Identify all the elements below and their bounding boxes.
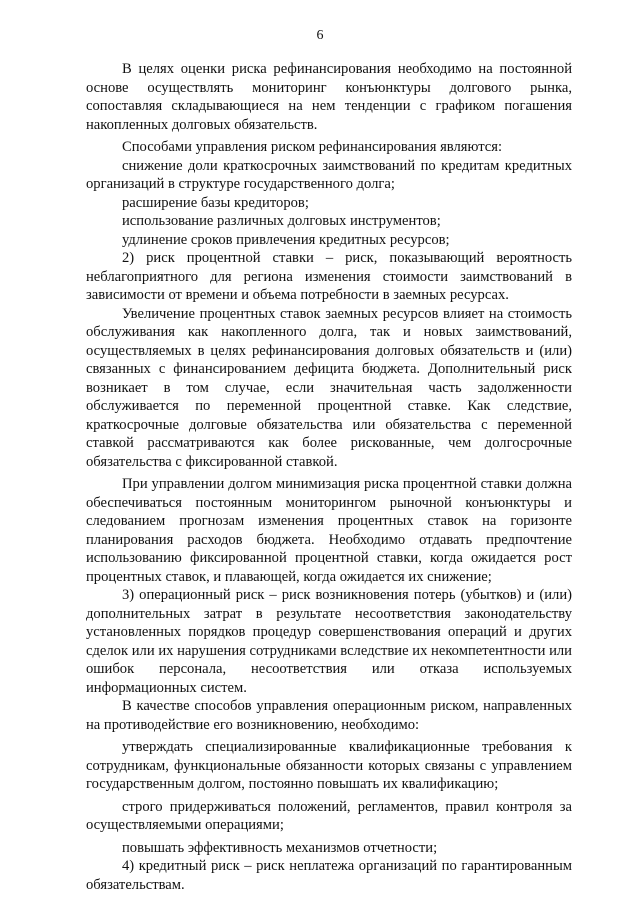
page-number: 6 xyxy=(316,28,324,43)
list-item-debt-instruments: использование различных долговых инструментов; xyxy=(122,213,441,229)
list-item-control-regulations: строго придерживаться положений, регламентов, правил контроля за осуществляемыми операциями; xyxy=(86,798,572,833)
paragraph-rate-risk-minimization: При управлении долгом минимизация риска процентной ставки должна обеспечиваться постоянным мониторингом рыночной конъюнктуры и следованием прогнозам изменения процентных ставок на горизонте планирования расходов бюджета. Необходимо отдавать предпочтение использованию фиксированной процентной ставки, когда ожидается рост процентных ставок, и плавающей, когда ожидается их снижение; xyxy=(86,476,572,585)
list-item-reporting-mechanisms: повышать эффективность механизмов отчетности; xyxy=(122,839,438,856)
paragraph-operational-risk: 3) операционный риск – риск возникновения потерь (убытков) и (или) дополнительных затрат в результате несоответствия законодательству установленных порядков процедур совершенствования операций и других сделок или их нарушения сотрудниками вследствие их некомпетентности или ошибок персонала, несоответствия или отказа используемых информационных систем. xyxy=(86,587,572,696)
paragraph-credit-risk: 4) кредитный риск – риск неплатежа организаций по гарантированным обязательствам. xyxy=(86,858,572,893)
paragraph-operational-risk-methods-intro: В качестве способов управления операционным риском, направленных на противодействие его возникновению, необходимо: xyxy=(86,698,572,733)
list-item-qualification-requirements: утверждать специализированные квалификационные требования к сотрудникам, функциональные обязанности которых связаны с управлением государственным долгом, постоянно повышать их квалификацию; xyxy=(86,739,572,792)
paragraph-refinancing-methods-intro: Способами управления риском рефинансирования являются: xyxy=(122,139,502,155)
document-body xyxy=(86,60,572,894)
list-item-creditor-base: расширение базы кредиторов; xyxy=(122,194,309,211)
list-item-short-term-borrowing: снижение доли краткосрочных заимствований по кредитам кредитных организаций в структуре государственного долга; xyxy=(86,157,572,192)
paragraph-rate-increase-effects: Увеличение процентных ставок заемных ресурсов влияет на стоимость обслуживания как накопленного долга, так и новых заимствований, осуществляемых в целях рефинансирования долговых обязательств и (или) связанных с финансированием дефицита бюджета. Дополнительный риск возникает в том случае, если значительная часть задолженности обслуживается по переменной процентной ставке. Как следствие, краткосрочные долговые обязательства или обязательства с переменной ставкой рассматриваются как более рискованные, чем долгосрочные обязательства с фиксированной ставкой. xyxy=(86,305,572,470)
list-item-extend-terms: удлинение сроков привлечения кредитных ресурсов; xyxy=(122,231,450,248)
paragraph-interest-rate-risk: 2) риск процентной ставки – риск, показывающий вероятность неблагоприятного для региона изменения стоимости заимствований в зависимости от времени и объема потребности в заемных ресурсах. xyxy=(86,250,572,303)
paragraph-refinancing-monitoring: В целях оценки риска рефинансирования необходимо на постоянной основе осуществлять мониторинг конъюнктуры долгового рынка, сопоставляя складывающиеся на нем тенденции с графиком погашения накопленных долговых обязательств. xyxy=(86,61,572,133)
